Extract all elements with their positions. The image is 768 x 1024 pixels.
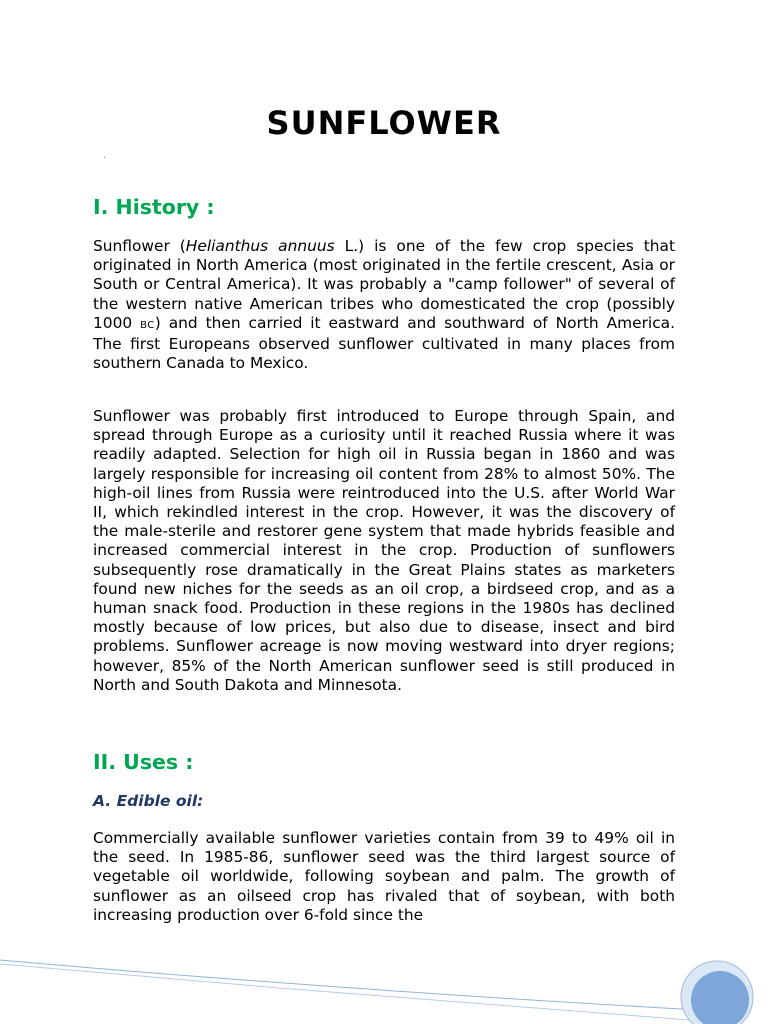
footer-curve-1 bbox=[0, 960, 700, 1010]
history-paragraph-2: Sunflower was probably first introduced to Europe through Spain, and spread through Europe as a curiosity until it reached Russia where it was readily adapted. Selection for high oil in Russia began in 1860 and was largely responsible for increasing oil content from 28% to almost 50%. The high-oil lines from Russia were reintroduced into the U.S. after World War II, which rekindled interest in the crop. However, it was the discovery of the male-sterile and restorer gene system that made hybrids feasible and increased commercial interest in the crop. Production of sunflowers subsequently rose dramatically in the Great Plains states as marketers found new niches for the seeds as an oil crop, a birdseed crop, and as a human snack food. Production in these regions in the 1980s has declined mostly because of low prices, but also due to disease, insect and bird problems. Sunflower acreage is now moving westward into dryer regions; however, 85% of the North American sunflower seed is still produced in North and South Dakota and Minnesota. bbox=[93, 407, 675, 694]
document-title: SUNFLOWER bbox=[266, 104, 502, 142]
uses-heading: II. Uses : bbox=[93, 750, 194, 774]
era-abbrev: BC bbox=[140, 319, 155, 331]
stray-dot: . bbox=[103, 150, 107, 161]
latin-name: Helianthus annuus bbox=[185, 237, 335, 255]
history-paragraph-1: Sunflower (Helianthus annuus L.) is one of the few crop species that originated in North America (most originated in the fertile crescent, Asia or South or Central America). It was probably a "camp follower" of several of the western native American tribes who domesticated the crop (possibly 1000 BC) and then carried it eastward and southward of North America. The first Europeans observed sunflower cultivated in many places from southern Canada to Mexico. bbox=[93, 237, 676, 373]
history-heading: I. History : bbox=[93, 195, 215, 219]
edible-oil-subheading: A. Edible oil: bbox=[93, 792, 204, 810]
footer-curve-2 bbox=[0, 964, 690, 1020]
footer-decoration bbox=[0, 940, 768, 1024]
uses-paragraph-1: Commercially available sunflower varieties contain from 39 to 49% oil in the seed. In 1985-86, sunflower seed was the third largest source of vegetable oil worldwide, following soybean and palm. The growth of sunflower as an oilseed crop has rivaled that of soybean, with both increasing production over 6-fold since the bbox=[93, 829, 675, 924]
